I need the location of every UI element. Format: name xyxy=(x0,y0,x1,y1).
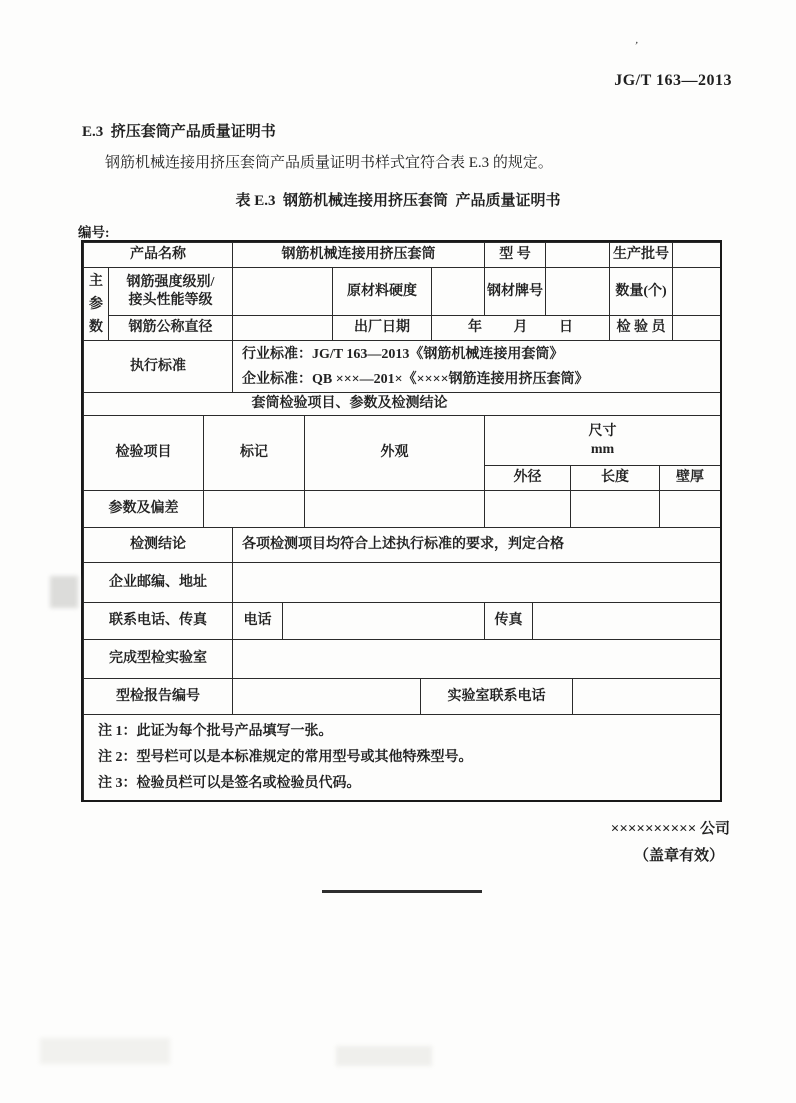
quantity-value-cell xyxy=(672,267,721,316)
inspection-item-label: 检验项目 xyxy=(83,415,204,491)
steel-grade-label: 钢材牌号 xyxy=(484,267,546,316)
inspector-label: 检 验 员 xyxy=(609,315,673,341)
length-label: 长度 xyxy=(570,465,660,491)
inspector-value-cell xyxy=(672,315,721,341)
model-label: 型 号 xyxy=(484,242,546,268)
mark-label: 标记 xyxy=(203,415,305,491)
outer-diameter-value-cell xyxy=(484,490,571,528)
dimension-label: 尺寸 xyxy=(588,423,617,439)
quantity-label: 数量(个) xyxy=(609,267,673,316)
certificate-table xyxy=(81,240,722,802)
exec-standard-content xyxy=(232,340,721,393)
main-params-label: 主参数 xyxy=(83,267,109,341)
type-test-report-label: 型检报告编号 xyxy=(83,678,233,715)
rebar-diameter-value-cell xyxy=(232,315,333,341)
phone-label: 电话 xyxy=(232,602,283,640)
mark-value-cell xyxy=(203,490,305,528)
dimension-unit: mm xyxy=(590,441,615,457)
steel-grade-value-cell xyxy=(545,267,610,316)
stamp-validity-note: （盖章有效） xyxy=(633,848,724,864)
strength-grade-label xyxy=(108,267,233,316)
model-value-cell xyxy=(545,242,610,268)
type-test-lab-value-cell xyxy=(232,639,721,679)
factory-date-value: 年 月 日 xyxy=(431,315,610,341)
product-name-label: 产品名称 xyxy=(83,242,233,268)
intro-paragraph: 钢筋机械连接用挤压套筒产品质量证明书样式宜符合表 E.3 的规定。 xyxy=(105,155,553,171)
appearance-value-cell xyxy=(304,490,485,528)
outer-diameter-label: 外径 xyxy=(484,465,571,491)
industry-standard-line: 行业标准：JG/T 163—2013《钢筋机械连接用套筒》 xyxy=(242,346,564,362)
conclusion-label: 检测结论 xyxy=(83,527,233,563)
note-2: 注 2：型号栏可以是本标准规定的常用型号或其他特殊型号。 xyxy=(98,749,473,765)
strength-grade-line1: 钢筋强度级别/ xyxy=(126,274,215,290)
material-hardness-label: 原材料硬度 xyxy=(332,267,432,316)
wall-thickness-label: 壁厚 xyxy=(659,465,721,491)
footer-rule xyxy=(322,890,482,893)
dimension-header xyxy=(484,415,721,466)
wall-thickness-value-cell xyxy=(659,490,721,528)
lab-phone-label: 实验室联系电话 xyxy=(420,678,573,715)
note-3: 注 3：检验员栏可以是签名或检验员代码。 xyxy=(98,775,361,791)
batch-value-cell xyxy=(672,242,721,268)
rebar-diameter-label: 钢筋公称直径 xyxy=(108,315,233,341)
note-1: 注 1：此证为每个批号产品填写一张。 xyxy=(98,723,333,739)
exec-standard-label: 执行标准 xyxy=(83,340,233,393)
strength-grade-value-cell xyxy=(232,267,333,316)
company-signature: ×××××××××× 公司 xyxy=(610,821,730,837)
type-test-lab-label: 完成型检实验室 xyxy=(83,639,233,679)
postcode-address-value-cell xyxy=(232,562,721,603)
length-value-cell xyxy=(570,490,660,528)
serial-number-label: 编号: xyxy=(78,225,110,240)
phone-value-cell xyxy=(282,602,485,640)
fax-value-cell xyxy=(532,602,721,640)
fax-label: 传真 xyxy=(484,602,533,640)
strength-grade-line2: 接头性能等级 xyxy=(128,292,213,308)
phone-fax-label: 联系电话、传真 xyxy=(83,602,233,640)
params-deviation-label: 参数及偏差 xyxy=(83,490,204,528)
scan-smudge xyxy=(336,1046,432,1066)
batch-label: 生产批号 xyxy=(609,242,673,268)
postcode-address-label: 企业邮编、地址 xyxy=(83,562,233,603)
notes-cell xyxy=(83,714,721,801)
scan-smudge xyxy=(50,576,78,608)
standard-code: JG/T 163—2013 xyxy=(614,72,732,89)
type-test-report-value-cell xyxy=(232,678,421,715)
section-heading: E.3 挤压套筒产品质量证明书 xyxy=(82,124,276,140)
product-name-value: 钢筋机械连接用挤压套筒 xyxy=(232,242,485,268)
lab-phone-value-cell xyxy=(572,678,721,715)
factory-date-label: 出厂日期 xyxy=(332,315,432,341)
section-band: 套筒检验项目、参数及检测结论 xyxy=(83,392,721,416)
material-hardness-value-cell xyxy=(431,267,485,316)
conclusion-value: 各项检测项目均符合上述执行标准的要求，判定合格 xyxy=(232,527,721,563)
table-title: 表 E.3 钢筋机械连接用挤压套筒 产品质量证明书 xyxy=(235,193,561,209)
scan-speck: , xyxy=(634,33,640,47)
scan-smudge xyxy=(40,1038,170,1064)
appearance-label: 外观 xyxy=(304,415,485,491)
enterprise-standard-line: 企业标准：QB ×××—201×《××××钢筋连接用挤压套筒》 xyxy=(242,371,589,387)
